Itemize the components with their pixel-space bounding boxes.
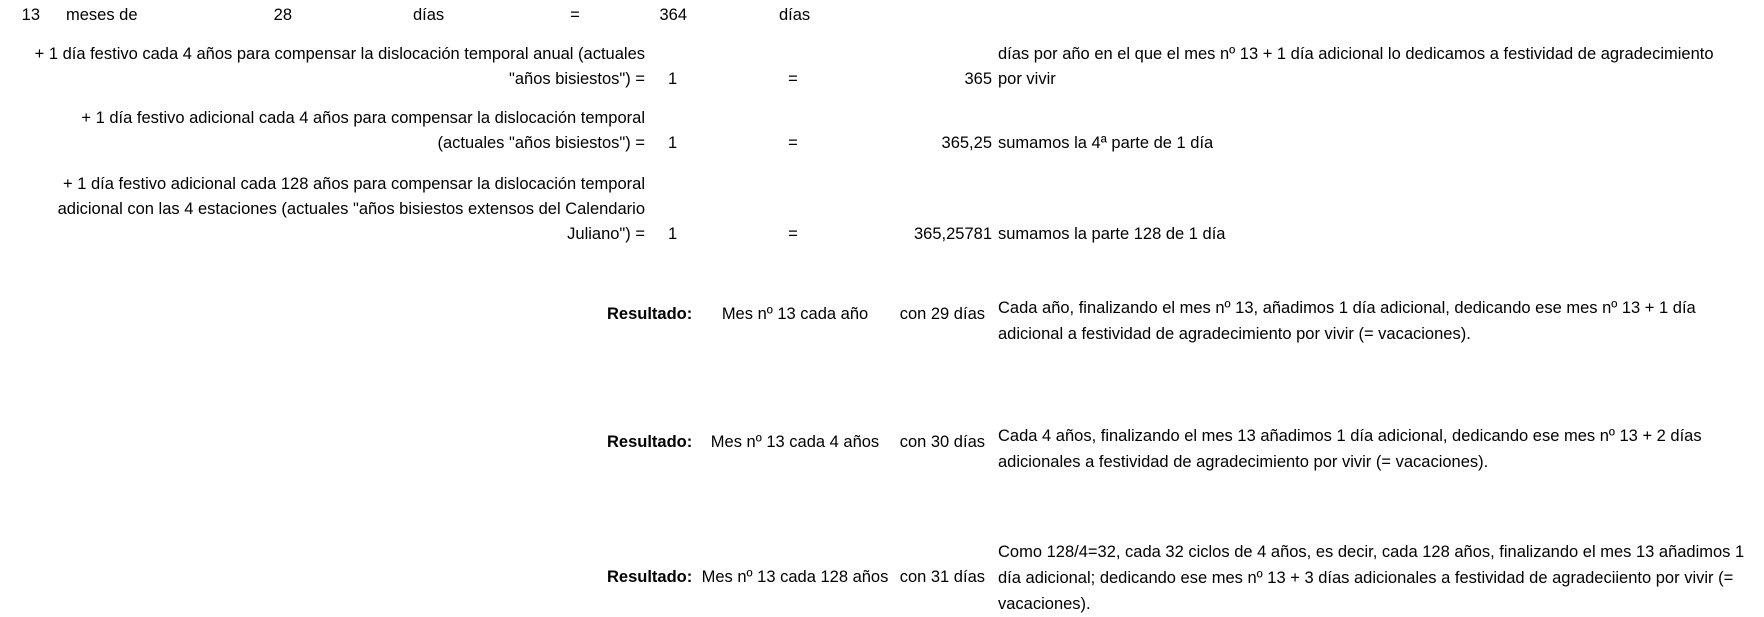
days-total-unit: días [779, 6, 811, 24]
row3-value: 1 [668, 134, 678, 152]
row4-value: 1 [668, 225, 678, 243]
row2-equals: = [788, 70, 798, 88]
months-count: 13 [21, 6, 40, 24]
row4-total: 365,25781 [914, 225, 992, 243]
row4-label-line1: + 1 día festivo adicional cada 128 años para compensar la dislocación temporal [63, 175, 645, 193]
row4-label-line3: Juliano") = [567, 225, 645, 243]
row2-value: 1 [668, 70, 678, 88]
result-3-label: Resultado: [607, 568, 693, 586]
result-1-days: con 29 días [899, 305, 985, 323]
result-2-description: Cada 4 años, finalizando el mes 13 añadimos 1 día adicional, dedicando ese mes nº 13 + 2 días adicionales a festividad de agradecimiento por vivir (= vacaciones). [998, 427, 1702, 471]
row2-note-line2: por vivir [998, 70, 1056, 88]
result-1-label: Resultado: [607, 305, 693, 323]
row3-equals: = [788, 134, 798, 152]
days-label: días [413, 6, 445, 24]
row2-note-line1: días por año en el que el mes nº 13 + 1 día adicional lo dedicamos a festividad de agradecimiento [998, 45, 1714, 63]
result-3-description: Como 128/4=32, cada 32 ciclos de 4 años, es decir, cada 128 años, finalizando el mes 13 añadimos 1 día adicional; dedicando ese mes nº 13 + 3 días adicionales a festividad de agradeciiento por vivir (= vacaciones). [998, 543, 1745, 613]
days-per-month: 28 [273, 6, 292, 24]
row4-label-line2: adicional con las 4 estaciones (actuales "años bisiestos extensos del Calendario [57, 200, 645, 218]
row4-equals: = [788, 225, 798, 243]
days-total: 364 [659, 6, 687, 24]
row3-total: 365,25 [941, 134, 992, 152]
result-1-month: Mes nº 13 cada año [721, 305, 869, 323]
row3-label-line1: + 1 día festivo adicional cada 4 años para compensar la dislocación temporal [81, 109, 645, 127]
row2-label-line1: + 1 día festivo cada 4 años para compensar la dislocación temporal anual (actuales [34, 45, 645, 63]
row2-total: 365 [964, 70, 992, 88]
result-3-month: Mes nº 13 cada 128 años [701, 568, 889, 586]
row3-label-line2: (actuales "años bisiestos") = [437, 134, 645, 152]
result-2-label: Resultado: [607, 433, 693, 451]
result-2-days: con 30 días [899, 433, 985, 451]
result-2-month: Mes nº 13 cada 4 años [710, 433, 880, 451]
row2-label-line2: "años bisiestos") = [509, 70, 645, 88]
row3-note: sumamos la 4ª parte de 1 día [998, 134, 1214, 152]
row4-note: sumamos la parte 128 de 1 día [998, 225, 1226, 243]
months-label: meses de [66, 6, 138, 24]
result-1-description: Cada año, finalizando el mes nº 13, añadimos 1 día adicional, dedicando ese mes nº 13 + 1 día adicional a festividad de agradecimiento por vivir (= vacaciones). [998, 299, 1696, 343]
result-3-days: con 31 días [899, 568, 985, 586]
equals-sign: = [570, 6, 580, 24]
